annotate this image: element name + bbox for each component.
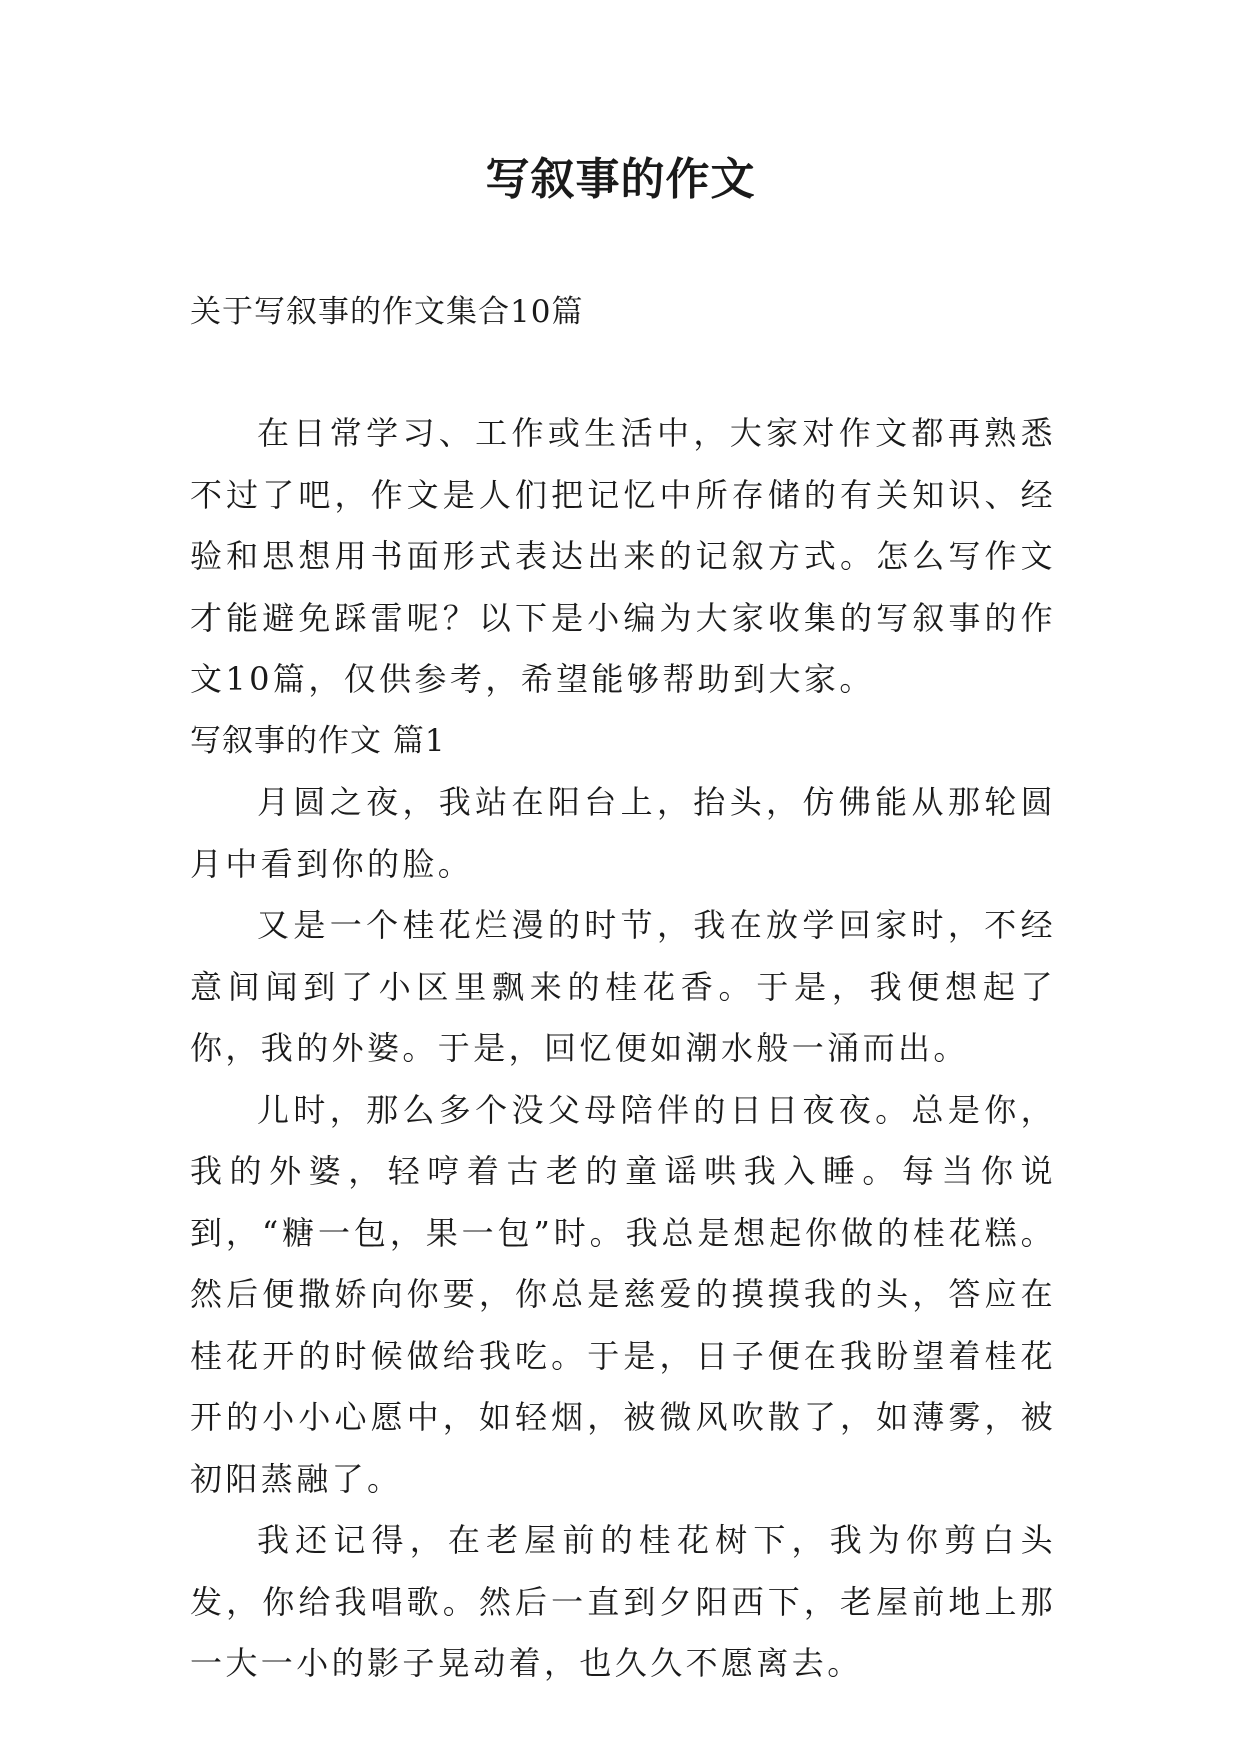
- document-body: [190, 403, 1056, 1695]
- document-subtitle: 关于写叙事的作文集合10篇: [190, 294, 584, 330]
- body-paragraph: 又是一个桂花烂漫的时节，我在放学回家时，不经意间闻到了小区里飘来的桂花香。于是，我便想起了你，我的外婆。于是，回忆便如潮水般一涌而出。: [190, 906, 1056, 1067]
- document-title: 写叙事的作文: [485, 154, 756, 205]
- body-paragraph: 我还记得，在老屋前的桂花树下，我为你剪白头发，你给我唱歌。然后一直到夕阳西下，老屋前地上那一大一小的影子晃动着，也久久不愿离去。: [190, 1521, 1056, 1682]
- section-heading: 写叙事的作文 篇1: [190, 722, 446, 759]
- intro-paragraph: 在日常学习、工作或生活中，大家对作文都再熟悉不过了吧，作文是人们把记忆中所存储的有关知识、经验和思想用书面形式表达出来的记叙方式。怎么写作文才能避免踩雷呢？以下是小编为大家收集的写叙事的作文10篇，仅供参考，希望能够帮助到大家。: [190, 414, 1056, 698]
- body-paragraph: 月圆之夜，我站在阳台上，抬头，仿佛能从那轮圆月中看到你的脸。: [190, 783, 1056, 883]
- body-paragraph: 儿时，那么多个没父母陪伴的日日夜夜。总是你，我的外婆，轻哼着古老的童谣哄我入睡。每当你说到，“糖一包，果一包”时。我总是想起你做的桂花糕。然后便撒娇向你要，你总是慈爱的摸摸我的头，答应在桂花开的时候做给我吃。于是，日子便在我盼望着桂花开的小小心愿中，如轻烟，被微风吹散了，如薄雾，被初阳蒸融了。: [190, 1090, 1056, 1498]
